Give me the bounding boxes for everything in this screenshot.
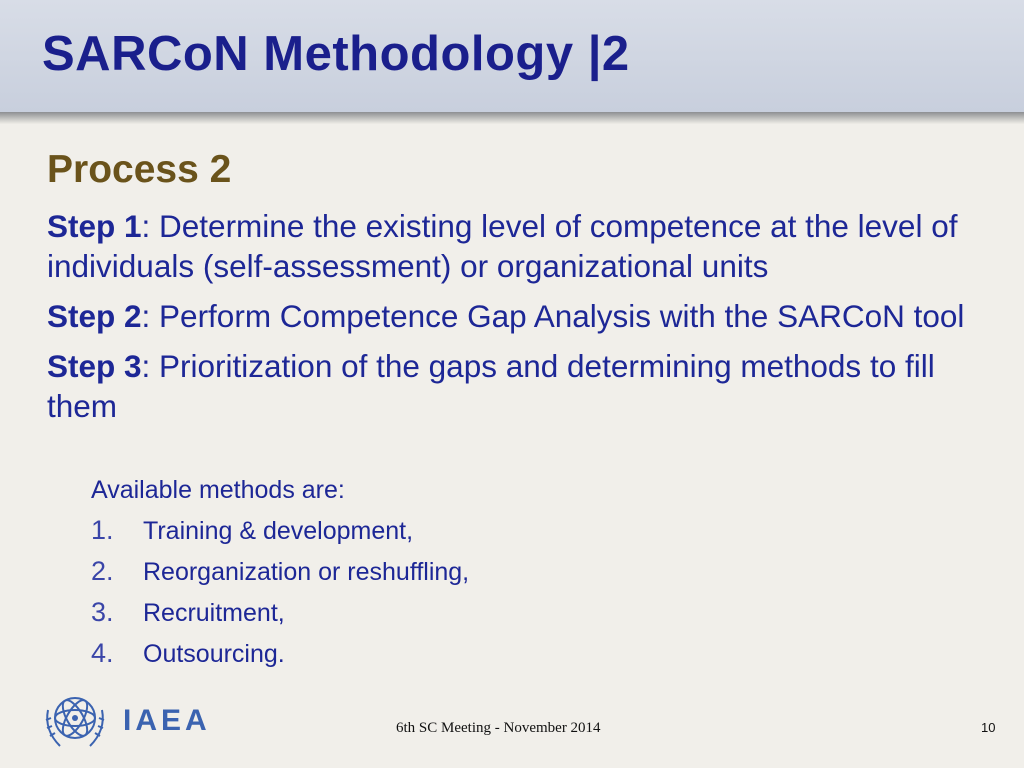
footer-meeting: 6th SC Meeting - November 2014 [396, 720, 601, 736]
step-text: : Perform Competence Gap Analysis with the SARCoN tool [141, 298, 965, 334]
method-item [91, 515, 469, 556]
method-text: Training & development, [143, 517, 414, 545]
step-item [47, 346, 997, 426]
step-text: : Determine the existing level of competence at the level of individuals (self-assessment) or organizational units [47, 208, 958, 284]
section-title: Process 2 [47, 148, 232, 191]
method-item [91, 597, 469, 638]
step-label: Step 1 [47, 208, 142, 244]
page-number: 10 [981, 720, 996, 735]
iaea-logo-icon [40, 690, 110, 754]
method-text: Outsourcing. [143, 640, 285, 668]
header-divider [0, 112, 1024, 124]
method-item [91, 556, 469, 597]
step-label: Step 2 [47, 298, 142, 334]
iaea-logo-text: IAEA [123, 704, 211, 737]
methods-list [91, 476, 469, 679]
method-text: Reorganization or reshuffling, [143, 558, 470, 586]
method-item [91, 638, 469, 679]
method-number: 4. [91, 638, 114, 668]
method-number: 1. [91, 515, 114, 545]
step-item [47, 296, 997, 336]
method-number: 2. [91, 556, 114, 586]
step-label: Step 3 [47, 348, 142, 384]
steps-list [47, 206, 997, 436]
step-item [47, 206, 997, 286]
method-number: 3. [91, 597, 114, 627]
methods-intro: Available methods are: [91, 476, 345, 504]
step-text: : Prioritization of the gaps and determining methods to fill them [47, 348, 935, 424]
method-text: Recruitment, [143, 599, 285, 627]
slide-title: SARCoN Methodology |2 [42, 27, 630, 81]
